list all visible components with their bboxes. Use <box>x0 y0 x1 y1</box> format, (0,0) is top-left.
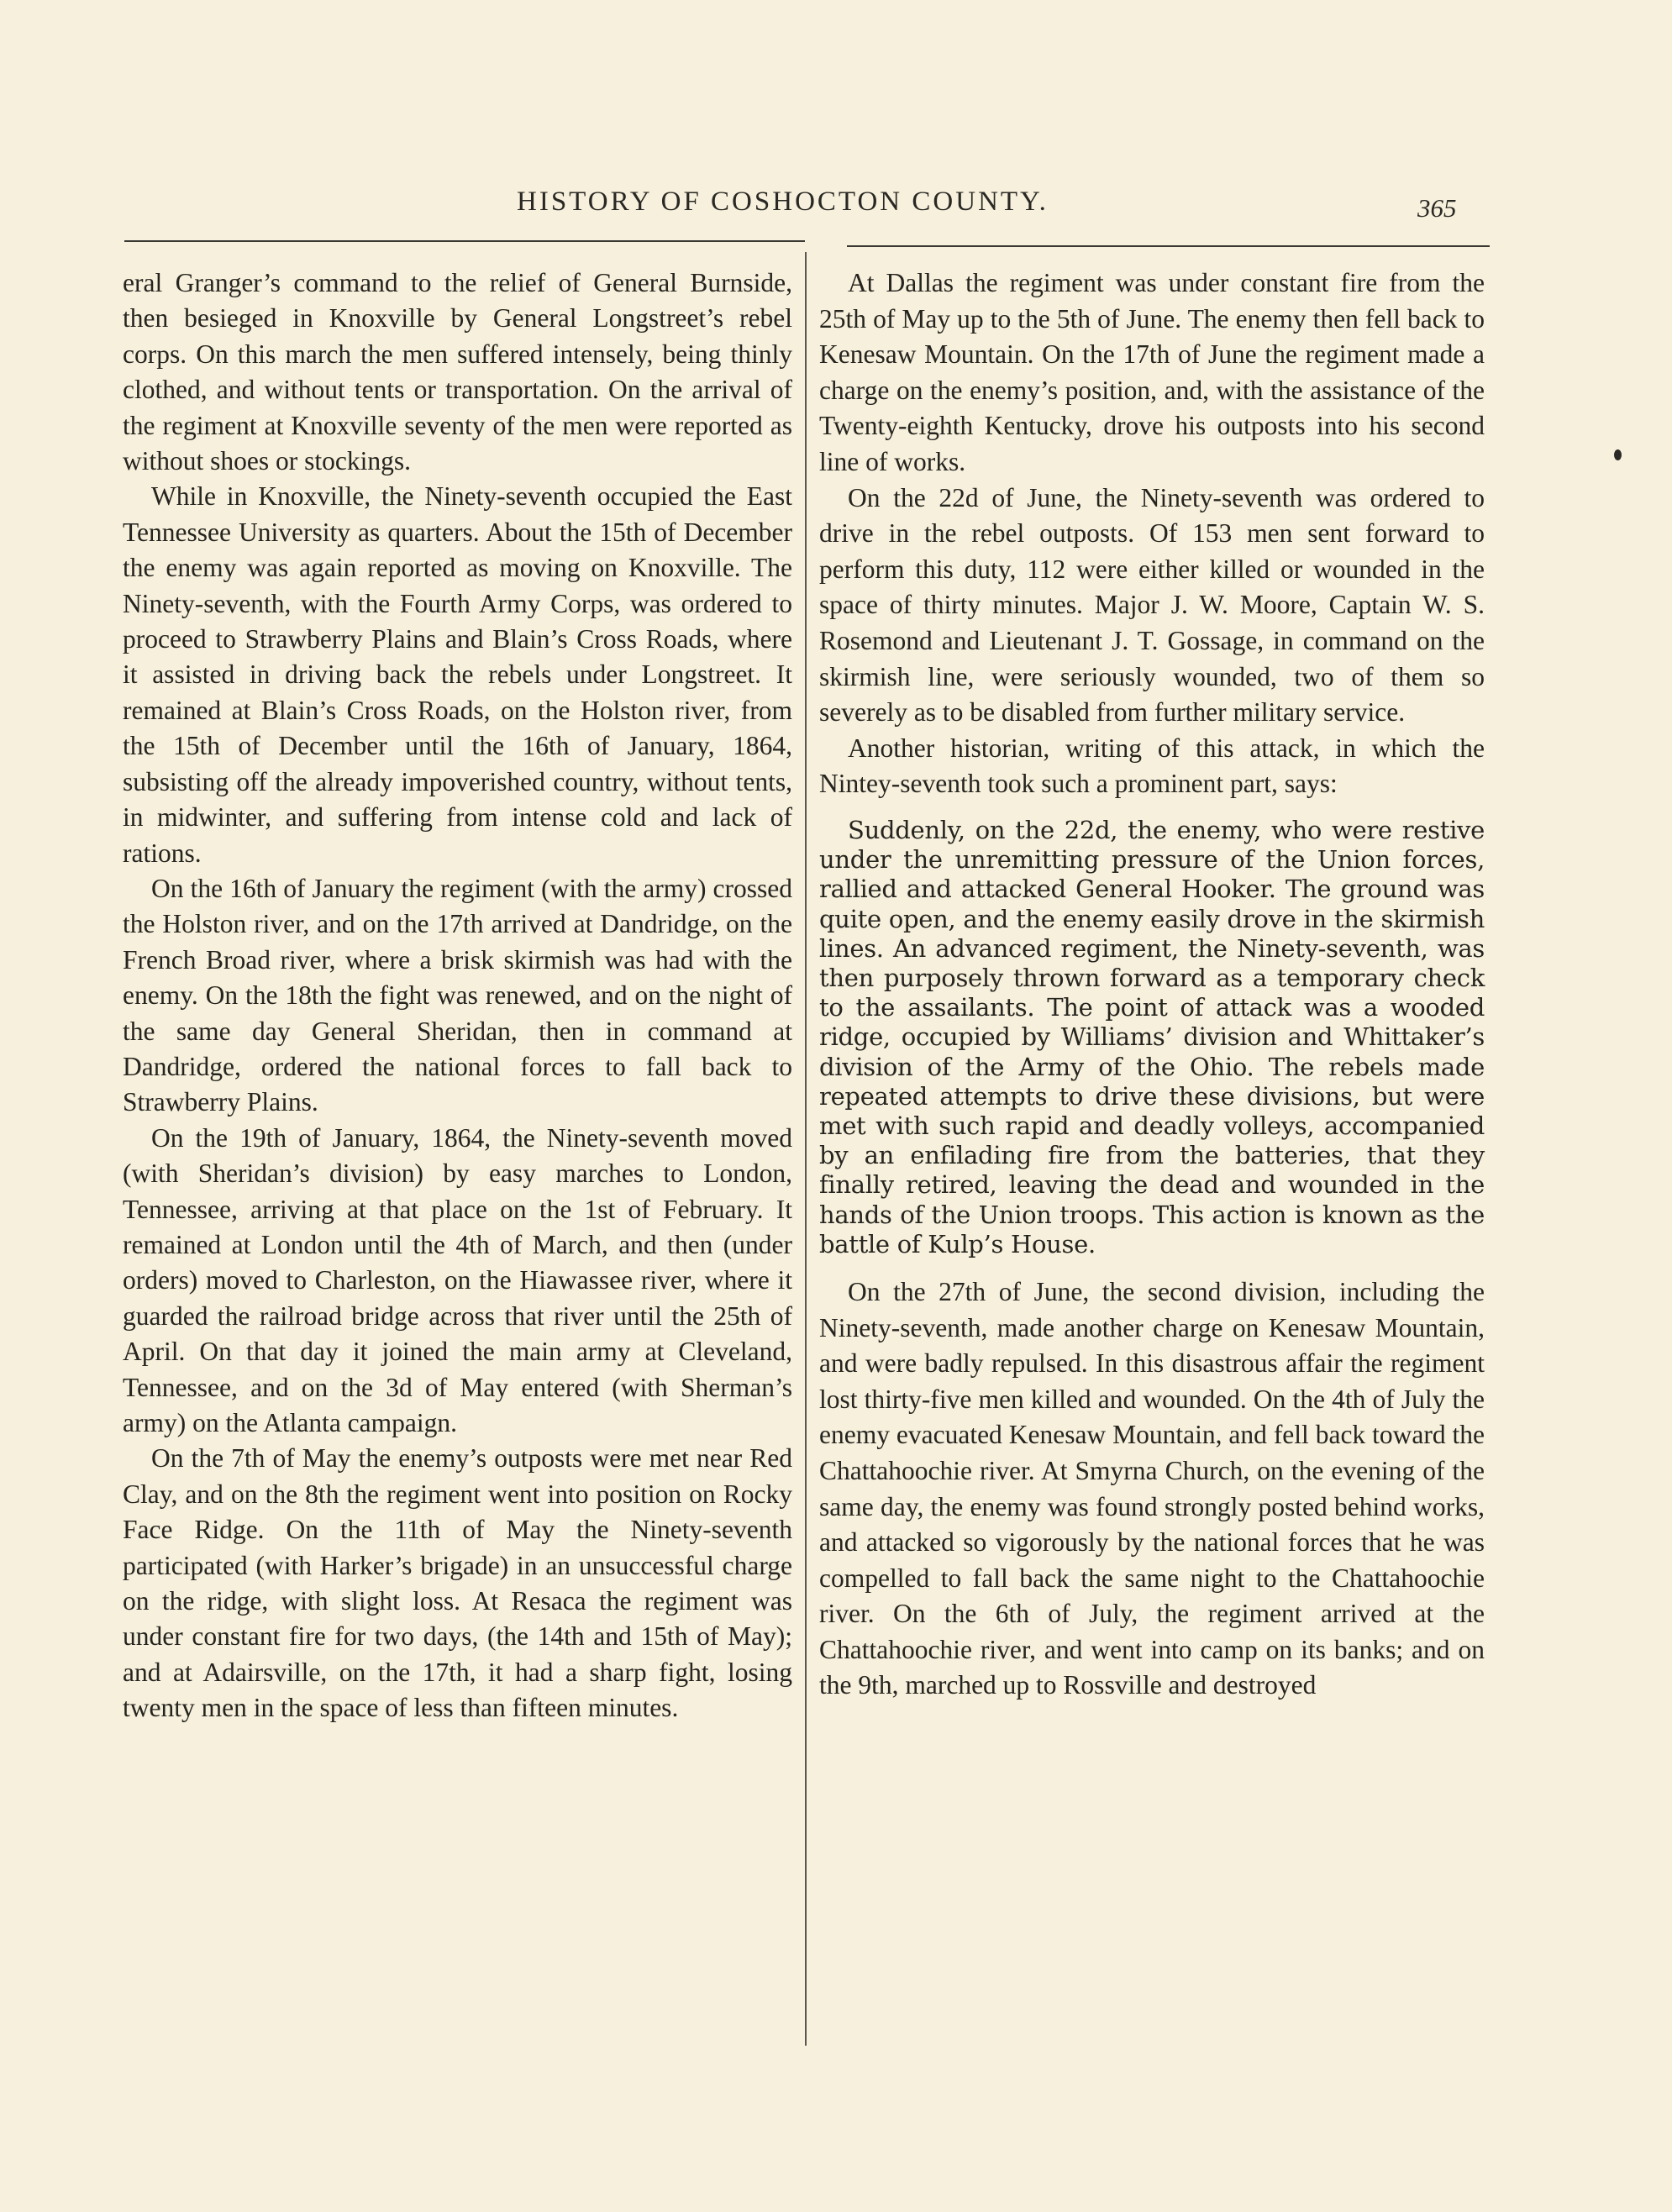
paragraph: At Dallas the regiment was under constant fire from the 25th of May up to the 5th of June. The enemy then fell back to Kenesaw Mountain. On the 17th of June the regiment made a charge on the enemy’s position, and, with the assistance of the Twenty-eighth Kentucky, drove his outposts into his second line of works. <box>819 268 1485 476</box>
paragraph: Another historian, writing of this attack, in which the Nintey-seventh took such a prominent part, says: <box>819 733 1485 799</box>
header-rule-right <box>847 245 1490 247</box>
page-number: 365 <box>1417 193 1457 223</box>
right-column <box>819 265 1485 1704</box>
ink-spot <box>1614 449 1622 460</box>
header-rule-left <box>124 240 805 242</box>
running-title: HISTORY OF COSHOCTON COUNTY. <box>517 187 1049 217</box>
paragraph: eral Granger’s command to the relief of General Burnside, then besieged in Knoxville by General Longstreet’s rebel corps. On this march the men suffered intensely, being thinly clothed, and without tents or transportation. On the arrival of the regiment at Knoxville seventy of the men were reported as without shoes or stockings. <box>123 268 792 476</box>
paragraph: While in Knoxville, the Ninety-seventh occupied the East Tennessee University as quarters. About the 15th of December the enemy was again reported as moving on Knoxville. The Ninety-seventh, with the Fourth Army Corps, was ordered to proceed to Strawberry Plains and Blain’s Cross Roads, where it assisted in driving back the rebels under Longstreet. It remained at Blain’s Cross Roads, on the Holston river, from the 15th of December until the 16th of January, 1864, subsisting off the already impoverished country, without tents, in midwinter, and suffering from intense cold and lack of rations. <box>123 481 792 868</box>
paragraph: On the 16th of January the regiment (with the army) crossed the Holston river, and on the 17th arrived at Dandridge, on the French Broad river, where a brisk skirmish was had with the enemy. On the 18th the fight was renewed, and on the night of the same day General Sheridan, then in command at Dandridge, ordered the national forces to fall back to Strawberry Plains. <box>123 873 792 1117</box>
paragraph: On the 7th of May the enemy’s outposts were met near Red Clay, and on the 8th the regiment went into position on Rocky Face Ridge. On the 11th of May the Ninety-seventh participated (with Harker’s brigade) in an unsuccessful charge on the ridge, with slight loss. At Resaca the regiment was under constant fire for two days, (the 14th and 15th of May); and at Adairsville, on the 17th, it had a sharp fight, losing twenty men in the space of less than fifteen minutes. <box>123 1443 792 1723</box>
paragraph: On the 19th of January, 1864, the Ninety-seventh moved (with Sheridan’s division) by easy marches to London, Tennessee, arriving at that place on the 1st of February. It remained at London until the 4th of March, and then (under orders) moved to Charleston, on the Hiawassee river, where it guarded the railroad bridge across that river until the 25th of April. On that day it joined the main army at Cleveland, Tennessee, and on the 3d of May entered (with Sherman’s army) on the Atlanta campaign. <box>123 1122 792 1437</box>
paragraph: On the 27th of June, the second division, including the Ninety-seventh, made another charge on Kenesaw Mountain, and were badly repulsed. In this disastrous affair the regiment lost thirty-five men killed and wounded. On the 4th of July the enemy evacuated Kenesaw Mountain, and fell back toward the Chattahoochie river. At Smyrna Church, on the evening of the same day, the enemy was found strongly posted behind works, and attacked so vigorously by the national forces that he was compelled to fall back the same night to the Chattahoochie river. On the 6th of July, the regiment arrived at the Chattahoochie river, and went into camp on its banks; and on the 9th, marched up to Rossville and destroyed <box>819 1276 1485 1700</box>
left-column <box>123 265 792 1726</box>
block-quote: Suddenly, on the 22d, the enemy, who were restive under the unremitting pressure of the Union forces, rallied and attacked General Hooker. The ground was quite open, and the enemy easily drove in the skirmish lines. An advanced regiment, the Ninety-seventh, was then purposely thrown forward as a temporary check to the assailants. The point of attack was a wooded ridge, occupied by Williams’ division and Whittaker’s division of the Army of the Ohio. The rebels made repeated attempts to drive these divisions, but were met with such rapid and deadly volleys, accompanied by an enfilading fire from the batteries, that they finally retired, leaving the dead and wounded in the hands of the Union troops. This action is known as the battle of Kulp’s House. <box>819 815 1485 1258</box>
column-divider <box>805 252 807 2046</box>
paragraph: On the 22d of June, the Ninety-seventh was ordered to drive in the rebel outposts. Of 153 men sent forward to perform this duty, 112 were either killed or wounded in the space of thirty minutes. Major J. W. Moore, Captain W. S. Rosemond and Lieutenant J. T. Gossage, in command on the skirmish line, were seriously wounded, two of them so severely as to be disabled from further military service. <box>819 482 1485 728</box>
